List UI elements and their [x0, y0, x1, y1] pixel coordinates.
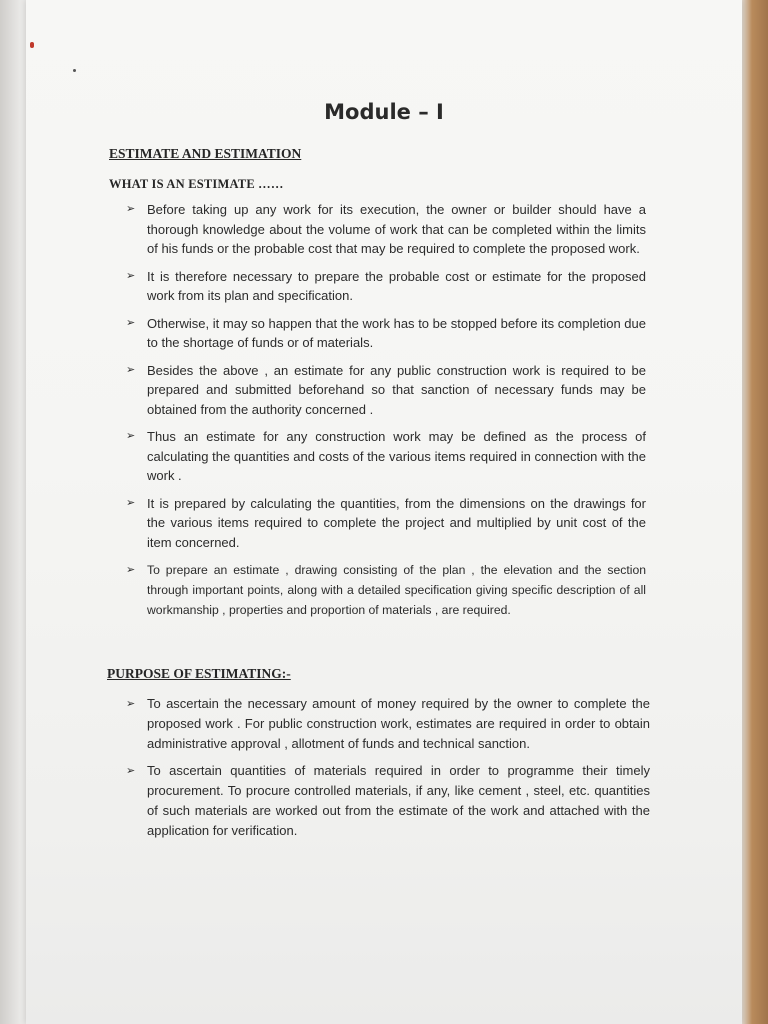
- list-item: [126, 761, 650, 841]
- section-heading: ESTIMATE AND ESTIMATION: [109, 146, 302, 161]
- arrow-bullet-icon: ➢: [126, 765, 136, 777]
- arrow-bullet-icon: ➢: [126, 363, 136, 376]
- bullet-text: To ascertain the necessary amount of money required by the owner to complete the proposed work . For public construction work, estimates are required in order to obtain administrative approval , allotment of funds and technical sanction.: [147, 696, 650, 751]
- bullet-text: To prepare an estimate , drawing consisting of the plan , the elevation and the section through important points, along with a detailed specification giving specific description of all workmanship , properties and proportion of materials , are required.: [147, 563, 646, 617]
- list-item: [126, 694, 650, 754]
- bullet-text: Thus an estimate for any construction work may be defined as the process of calculating the quantities and costs of the various items required in connection with the work .: [147, 429, 646, 483]
- list-item: [126, 361, 646, 420]
- bullet-text: Besides the above , an estimate for any public construction work is required to be prepared and submitted beforehand so that sanction of necessary funds may be obtained from the authority concerned .: [147, 362, 646, 417]
- purpose-heading: PURPOSE OF ESTIMATING:-: [107, 666, 291, 681]
- list-item: [126, 494, 646, 553]
- bullet-text: Otherwise, it may so happen that the work has to be stopped before its completion due to the shortage of funds or of materials.: [147, 315, 646, 350]
- ink-mark: [30, 42, 34, 48]
- bullet-text: Before taking up any work for its execution, the owner or builder should have a thorough knowledge about the volume of work that can be completed within the limits of his funds or the probable cost that may be required to complete the proposed work.: [147, 202, 646, 256]
- list-item: [126, 314, 646, 353]
- arrow-bullet-icon: ➢: [126, 496, 136, 509]
- bullet-text: It is prepared by calculating the quantities, from the dimensions on the drawings for the various items required to complete the project and multiplied by unit cost of the item concerned.: [147, 495, 646, 550]
- bullet-text: It is therefore necessary to prepare the probable cost or estimate for the proposed work from its plan and specification.: [147, 268, 646, 303]
- bullet-text: To ascertain quantities of materials required in order to programme their timely procurement. To procure controlled materials, if any, like cement , steel, etc. quantities of such materials are worked out from the estimate of the work and attached with the application for verification.: [147, 763, 650, 838]
- purpose-bullet-list: [126, 694, 650, 848]
- arrow-bullet-icon: ➢: [126, 564, 136, 576]
- page-title: Module – I: [324, 100, 444, 124]
- list-item: [126, 200, 646, 259]
- arrow-bullet-icon: ➢: [126, 269, 136, 282]
- arrow-bullet-icon: ➢: [126, 430, 136, 442]
- list-item: [126, 427, 646, 486]
- arrow-bullet-icon: ➢: [126, 203, 136, 215]
- list-item: [126, 267, 646, 306]
- arrow-bullet-icon: ➢: [126, 316, 136, 329]
- document-page: [26, 0, 742, 1024]
- estimate-bullet-list: [126, 200, 646, 628]
- ink-dot: [73, 69, 76, 72]
- subheading: WHAT IS AN ESTIMATE ……: [109, 177, 284, 191]
- list-item: [126, 560, 646, 620]
- arrow-bullet-icon: ➢: [126, 698, 136, 710]
